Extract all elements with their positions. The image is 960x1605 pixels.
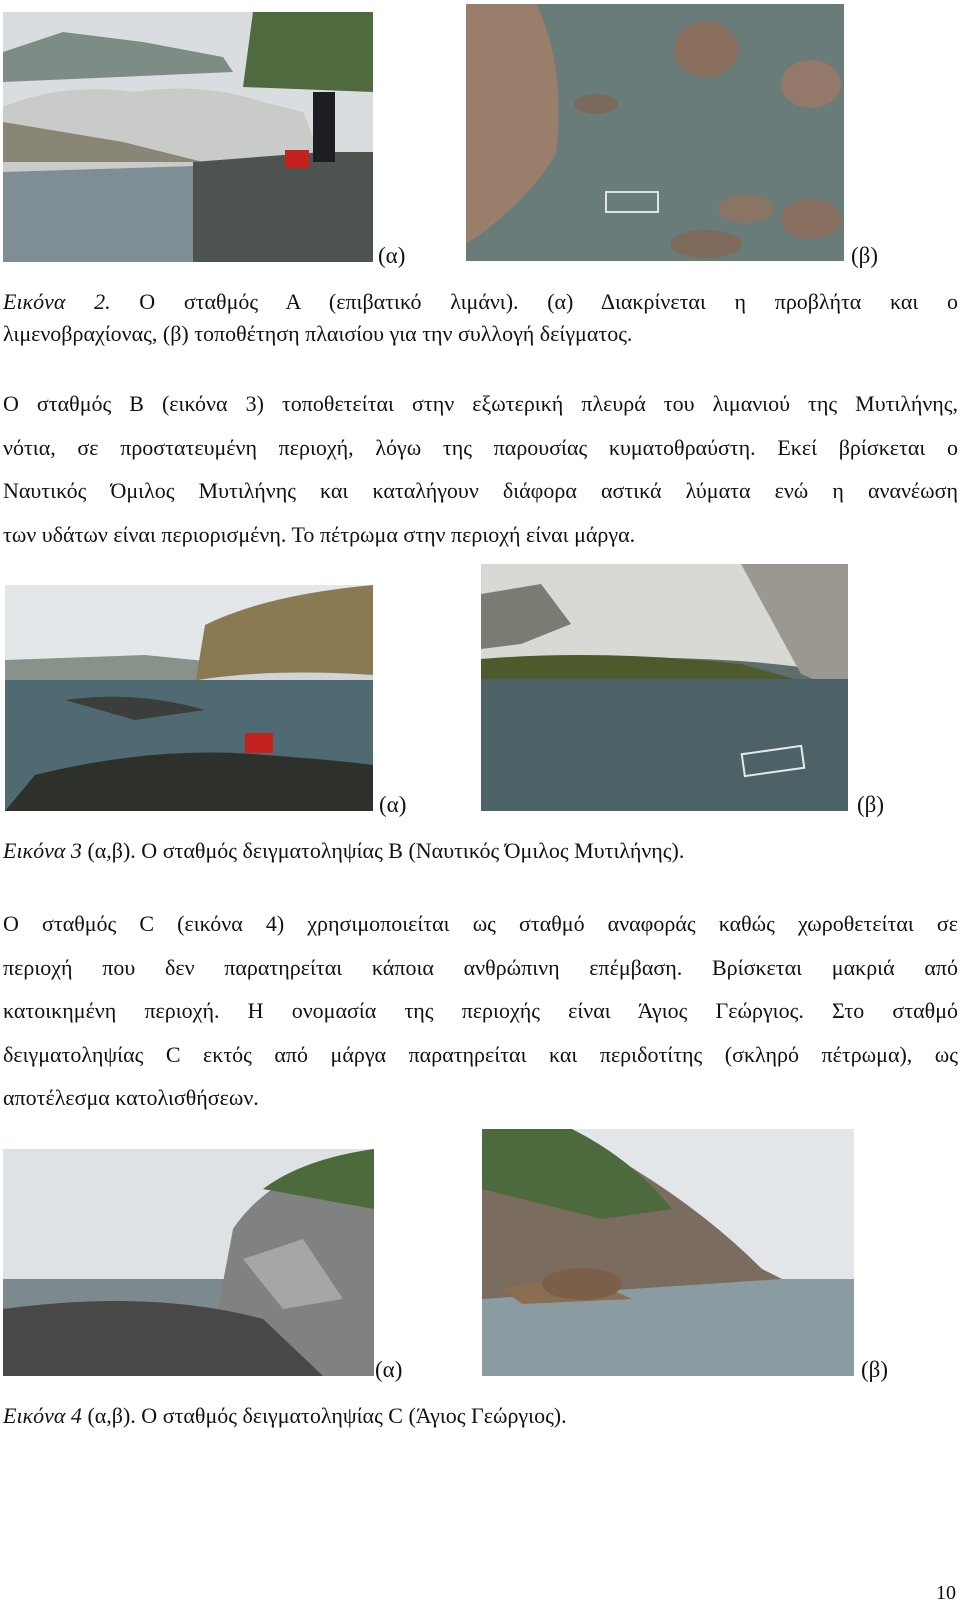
figure-2a-photo <box>3 12 373 262</box>
figure-2-caption-line1: Ο σταθμός Α (επιβατικό λιμάνι). (α) Διακρίνεται η προβλήτα και ο <box>139 289 958 314</box>
paragraph-line: Ο σταθμός C (εικόνα 4) χρησιμοποιείται ως σταθμό αναφοράς καθώς χωροθετείται σε <box>3 911 958 936</box>
figure-4a-photo <box>3 1149 374 1376</box>
figure-2b-photo <box>466 4 844 261</box>
figure-3b-label: (β) <box>857 792 885 817</box>
paragraph-line: Ο σταθμός Β (εικόνα 3) τοποθετείται στην εξωτερική πλευρά του λιμανιού της Μυτιλήνης, <box>3 391 958 416</box>
paragraph-line: κατοικημένη περιοχή. Η ονομασία της περιοχής είναι Άγιος Γεώργιος. Στο σταθμό <box>3 998 958 1024</box>
figure-4-caption <box>3 1400 567 1432</box>
figure-4-caption-text: (α,β). Ο σταθμός δειγματοληψίας C (Άγιος Γεώργιος). <box>87 1403 567 1428</box>
station-b-paragraph <box>3 382 958 556</box>
figure-3-caption-prefix: Εικόνα 3 <box>3 838 82 863</box>
paragraph-line: αποτέλεσμα κατολισθήσεων. <box>3 1085 259 1111</box>
figure-3-caption <box>3 835 684 867</box>
figure-4b-label: (β) <box>861 1357 889 1382</box>
figure-2-caption-prefix: Εικόνα 2. <box>3 289 111 314</box>
figure-4b-photo <box>482 1129 854 1376</box>
figure-2-caption <box>3 286 958 350</box>
figure-3b-photo <box>481 564 848 811</box>
figure-2a-label: (α) <box>378 243 406 268</box>
figure-2b-label: (β) <box>851 243 879 268</box>
paragraph-line: των υδάτων είναι περιορισμένη. Το πέτρωμα στην περιοχή είναι μάργα. <box>3 521 636 547</box>
figure-3a-label: (α) <box>379 792 407 817</box>
paragraph-line: περιοχή που δεν παρατηρείται κάποια ανθρώπινη επέμβαση. Βρίσκεται μακριά από <box>3 954 958 980</box>
page-number: 10 <box>936 1582 956 1604</box>
paragraph-line: νότια, σε προστατευμένη περιοχή, λόγω της παρουσίας κυματοθραύστη. Εκεί βρίσκεται ο <box>3 434 958 460</box>
figure-3a-photo <box>5 585 373 811</box>
figure-4a-label: (α) <box>375 1357 403 1382</box>
paragraph-line: δειγματοληψίας C εκτός από μάργα παρατηρείται και περιδοτίτης (σκληρό πέτρωμα), ως <box>3 1041 958 1067</box>
figure-2-caption-line2: λιμενοβραχίονας, (β) τοποθέτηση πλαισίου για την συλλογή δείγματος. <box>3 320 633 346</box>
station-c-paragraph <box>3 902 958 1120</box>
paragraph-line: Ναυτικός Όμιλος Μυτιλήνης και καταλήγουν διάφορα αστικά λύματα ενώ η ανανέωση <box>3 478 958 504</box>
figure-4-caption-prefix: Εικόνα 4 <box>3 1403 82 1428</box>
figure-3-caption-text: (α,β). Ο σταθμός δειγματοληψίας Β (Ναυτικός Όμιλος Μυτιλήνης). <box>87 838 685 863</box>
